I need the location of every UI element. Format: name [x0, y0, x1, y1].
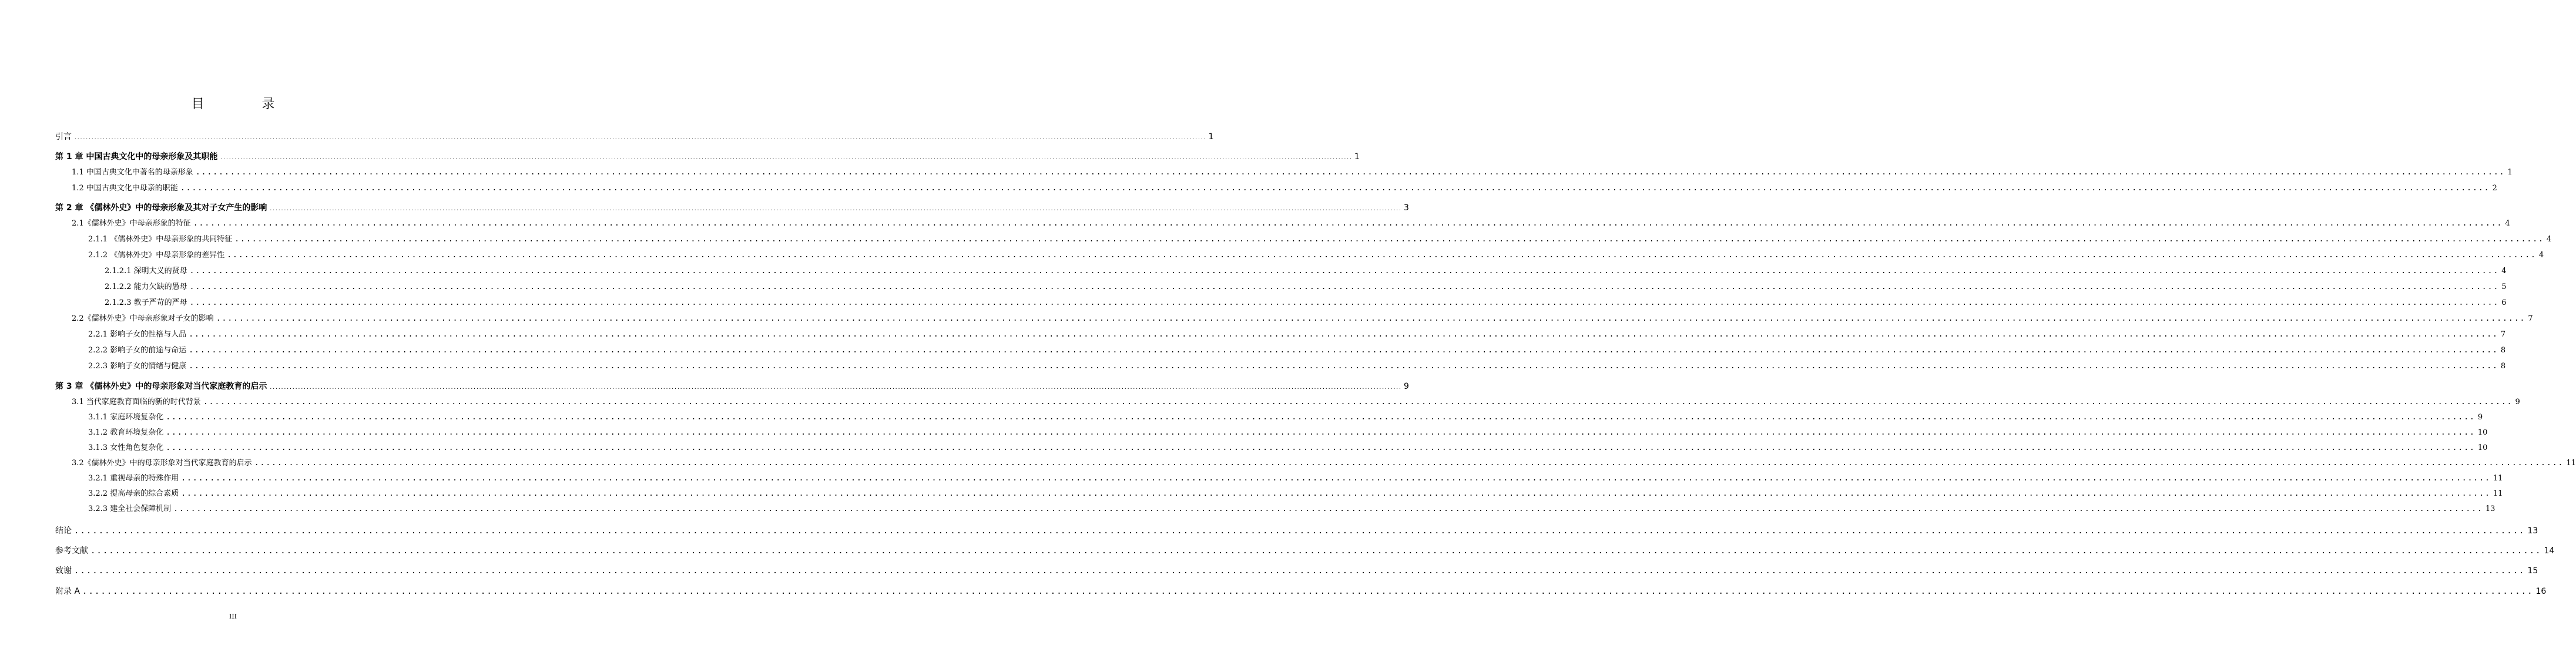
toc-entry-text: 引言 — [55, 132, 72, 142]
toc-entry-acknowledgements — [0, 565, 2538, 577]
toc-entry-page: 9 — [2477, 413, 2483, 422]
toc-entry-text: 2.1.1 《儒林外史》中母亲形象的共同特征 — [88, 235, 233, 244]
toc-entry-page: 13 — [2485, 505, 2496, 513]
toc-entry-3-1-1 — [0, 412, 2483, 423]
leader-dots: ................................................................................................................................................................................................................................................................................................................................................................................................................ — [269, 206, 1401, 211]
toc-entry-2-2-2 — [0, 345, 2506, 357]
leader-dots: ................................................................................................................................................................................................................................................................................................................................................................................................................ — [220, 155, 1352, 160]
toc-entry-page: 11 — [2493, 474, 2503, 483]
toc-entry-text: 2.1.2.1 深明大义的贤母 — [105, 267, 187, 275]
leader-dots: ................................................................................................................................................................................................................................................................................................................................................................................................................ — [203, 398, 2513, 406]
toc-entry-references — [0, 545, 2555, 557]
toc-entry-2-1 — [0, 218, 2510, 230]
toc-entry-text: 参考文献 — [55, 546, 88, 556]
toc-entry-2-2 — [0, 313, 2533, 325]
toc-entry-text: 第 1 章 中国古典文化中的母亲形象及其职能 — [55, 152, 218, 162]
toc-entry-text: 3.2.1 重视母亲的特殊作用 — [88, 474, 179, 483]
leader-dots: ................................................................................................................................................................................................................................................................................................................................................................................................................ — [74, 566, 2525, 576]
toc-entry-page: 5 — [2501, 283, 2507, 291]
toc-entry-3-2-2 — [0, 488, 2503, 500]
toc-entry-page: 4 — [2538, 251, 2544, 260]
toc-entry-page: 4 — [2501, 267, 2507, 275]
toc-entry-conclusion — [0, 525, 2538, 537]
toc-entry-page: 2 — [2492, 184, 2497, 193]
toc-entry-2-2-1 — [0, 329, 2506, 341]
toc-entry-intro — [0, 131, 1214, 143]
toc-entry-page: 11 — [2566, 459, 2576, 468]
toc-entry-text: 第 3 章 《儒林外史》中的母亲形象对当代家庭教育的启示 — [55, 382, 267, 391]
leader-dots: ................................................................................................................................................................................................................................................................................................................................................................................................................ — [173, 505, 2483, 513]
toc-entry-text: 3.1.3 女性角色复杂化 — [88, 443, 164, 452]
leader-dots: ................................................................................................................................................................................................................................................................................................................................................................................................................ — [166, 443, 2476, 452]
toc-entry-3-1 — [0, 396, 2520, 408]
toc-entry-text: 2.2《儒林外史》中母亲形象对子女的影响 — [72, 314, 214, 323]
leader-dots: ................................................................................................................................................................................................................................................................................................................................................................................................................ — [180, 184, 2490, 193]
toc-entry-text: 2.1.2.3 教子严苛的严母 — [105, 298, 187, 307]
leader-dots: ................................................................................................................................................................................................................................................................................................................................................................................................................ — [181, 489, 2491, 498]
toc-entry-2-1-1 — [0, 234, 2552, 246]
toc-entry-page: 14 — [2544, 546, 2555, 556]
toc-entry-page: 7 — [2500, 330, 2506, 339]
toc-entry-3-2-1 — [0, 473, 2503, 485]
leader-dots: ................................................................................................................................................................................................................................................................................................................................................................................................................ — [90, 546, 2542, 556]
toc-entry-page: 9 — [1403, 382, 1409, 391]
leader-dots: ................................................................................................................................................................................................................................................................................................................................................................................................................ — [181, 474, 2491, 483]
leader-dots: ................................................................................................................................................................................................................................................................................................................................................................................................................ — [254, 459, 2564, 468]
toc-entry-text: 1.2 中国古典文化中母亲的职能 — [72, 184, 178, 193]
toc-entry-page: 15 — [2527, 566, 2538, 576]
toc-entry-page: 3 — [1403, 203, 1409, 213]
leader-dots: ................................................................................................................................................................................................................................................................................................................................................................................................................ — [189, 362, 2498, 371]
leader-dots: ................................................................................................................................................................................................................................................................................................................................................................................................................ — [189, 298, 2500, 307]
leader-dots: ................................................................................................................................................................................................................................................................................................................................................................................................................ — [216, 314, 2526, 323]
leader-dots: ................................................................................................................................................................................................................................................................................................................................................................................................................ — [189, 346, 2498, 355]
toc-entry-page: 4 — [2546, 235, 2552, 244]
toc-entry-3-2-3 — [0, 503, 2496, 515]
leader-dots: ................................................................................................................................................................................................................................................................................................................................................................................................................ — [234, 235, 2544, 244]
toc-entry-2-2-3 — [0, 361, 2506, 372]
toc-title: 目 录 — [191, 97, 297, 112]
toc-entry-text: 2.2.2 影响子女的前途与命运 — [88, 346, 187, 355]
toc-entry-text: 2.1.2.2 能力欠缺的愚母 — [105, 283, 187, 291]
leader-dots: ................................................................................................................................................................................................................................................................................................................................................................................................................ — [82, 587, 2534, 596]
leader-dots: ................................................................................................................................................................................................................................................................................................................................................................................................................ — [189, 330, 2498, 339]
toc-entry-1-1 — [0, 167, 2513, 179]
leader-dots: ................................................................................................................................................................................................................................................................................................................................................................................................................ — [74, 526, 2525, 536]
toc-entry-text: 第 2 章 《儒林外史》中的母亲形象及其对子女产生的影响 — [55, 203, 267, 213]
toc-entry-1-2 — [0, 183, 2497, 194]
toc-entry-page: 13 — [2527, 526, 2538, 536]
toc-entry-page: 1 — [2507, 168, 2513, 177]
toc-entry-page: 9 — [2515, 398, 2520, 406]
toc-entry-text: 3.2.2 提高母亲的综合素质 — [88, 489, 179, 498]
leader-dots: ................................................................................................................................................................................................................................................................................................................................................................................................................ — [195, 168, 2505, 177]
page-number-footer: III — [229, 613, 237, 620]
toc-entry-3-1-3 — [0, 442, 2488, 454]
toc-entry-text: 3.2《儒林外史》中的母亲形象对当代家庭教育的启示 — [72, 459, 252, 468]
toc-entry-3-2 — [0, 458, 2576, 469]
toc-entry-page: 1 — [1354, 152, 1360, 162]
toc-entry-page: 8 — [2500, 346, 2506, 355]
toc-entry-text: 3.2.3 建全社会保障机制 — [88, 505, 172, 513]
toc-entry-text: 2.1《儒林外史》中母亲形象的特征 — [72, 219, 191, 228]
toc-entry-page: 6 — [2501, 298, 2507, 307]
toc-entry-text: 3.1.2 教育环境复杂化 — [88, 428, 164, 437]
toc-entry-text: 结论 — [55, 526, 72, 536]
toc-entry-2-1-2-3 — [0, 297, 2507, 309]
toc-entry-2-1-2-1 — [0, 265, 2507, 277]
toc-entry-chapter-2 — [0, 202, 1409, 214]
toc-entry-page: 11 — [2493, 489, 2503, 498]
toc-entry-text: 附录 A — [55, 587, 80, 596]
toc-entry-appendix-a — [0, 586, 2547, 597]
toc-entry-text: 1.1 中国古典文化中著名的母亲形象 — [72, 168, 193, 177]
toc-entry-page: 1 — [1208, 132, 1214, 142]
toc-entry-page: 7 — [2528, 314, 2533, 323]
toc-entry-page: 10 — [2477, 443, 2488, 452]
leader-dots: ................................................................................................................................................................................................................................................................................................................................................................................................................ — [166, 413, 2476, 422]
leader-dots: ................................................................................................................................................................................................................................................................................................................................................................................................................ — [166, 428, 2476, 437]
toc-entry-chapter-3 — [0, 381, 1409, 392]
leader-dots: ................................................................................................................................................................................................................................................................................................................................................................................................................ — [227, 251, 2537, 260]
leader-dots: ................................................................................................................................................................................................................................................................................................................................................................................................................ — [269, 385, 1401, 390]
toc-entry-text: 3.1.1 家庭环境复杂化 — [88, 413, 164, 422]
leader-dots: ................................................................................................................................................................................................................................................................................................................................................................................................................ — [193, 219, 2503, 228]
leader-dots: ................................................................................................................................................................................................................................................................................................................................................................................................................ — [189, 267, 2500, 275]
toc-entry-page: 4 — [2505, 219, 2510, 228]
leader-dots: ................................................................................................................................................................................................................................................................................................................................................................................................................ — [74, 135, 1206, 140]
toc-entry-text: 2.2.1 影响子女的性格与人品 — [88, 330, 187, 339]
leader-dots: ................................................................................................................................................................................................................................................................................................................................................................................................................ — [189, 283, 2500, 291]
toc-entry-page: 8 — [2500, 362, 2506, 371]
toc-entry-page: 16 — [2535, 587, 2547, 596]
toc-entry-text: 3.1 当代家庭教育面临的新的时代背景 — [72, 398, 201, 406]
toc-entry-2-1-2 — [0, 250, 2544, 261]
toc-entry-chapter-1 — [0, 151, 1360, 163]
toc-entry-text: 2.1.2 《儒林外史》中母亲形象的差异性 — [88, 251, 225, 260]
toc-entry-3-1-2 — [0, 427, 2488, 439]
toc-entry-2-1-2-2 — [0, 281, 2507, 293]
toc-entry-page: 10 — [2477, 428, 2488, 437]
toc-entry-text: 2.2.3 影响子女的情绪与健康 — [88, 362, 187, 371]
toc-entry-text: 致谢 — [55, 566, 72, 576]
